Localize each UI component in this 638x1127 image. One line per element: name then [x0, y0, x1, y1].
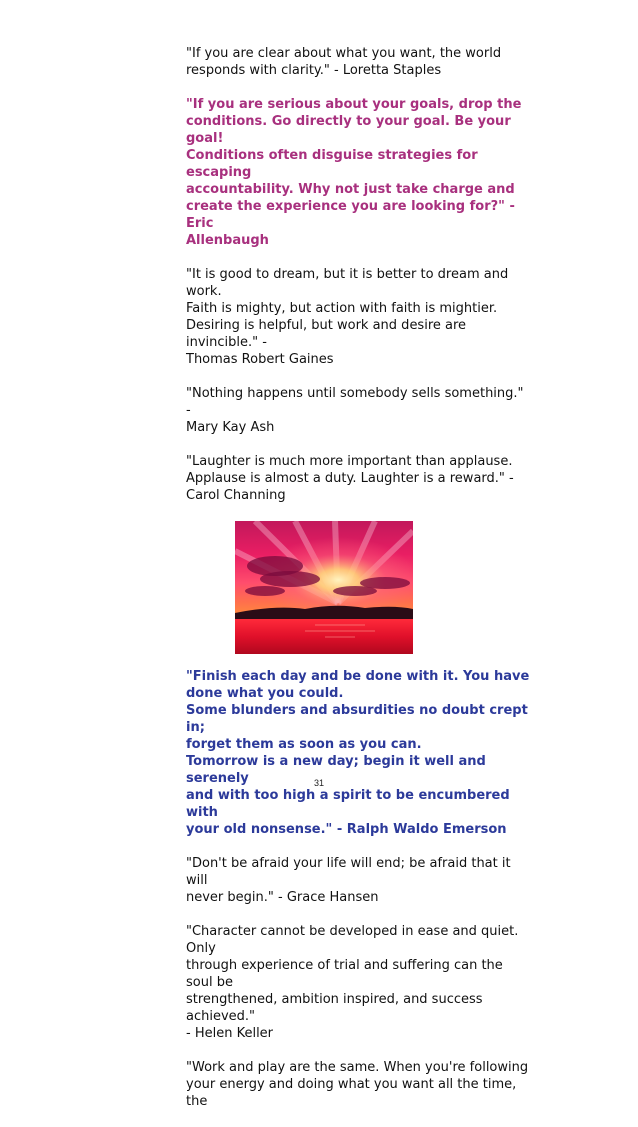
quote-line: "If you are serious about your goals, drop the: [186, 97, 522, 112]
quote-line: Faith is mighty, but action with faith is mightier.: [186, 301, 498, 316]
quote-line: "Nothing happens until somebody sells something." -: [186, 386, 524, 418]
quote-line: "Don't be afraid your life will end; be afraid that it will: [186, 856, 511, 888]
quote-line: Carol Channing: [186, 488, 286, 503]
quote-line: accountability. Why not just take charge and: [186, 182, 515, 197]
quote-line: Applause is almost a duty. Laughter is a reward." -: [186, 471, 514, 486]
quote-paragraph: [186, 855, 531, 906]
quote-line: done what you could.: [186, 686, 344, 701]
quote-line: responds with clarity." - Loretta Staples: [186, 63, 442, 78]
quote-line: "Character cannot be developed in ease and quiet. Only: [186, 924, 519, 956]
quote-line: through experience of trial and suffering can the soul be: [186, 958, 503, 990]
sunset-image: [235, 521, 413, 654]
quote-paragraph: [186, 923, 531, 1042]
quote-paragraph: [186, 266, 531, 368]
quote-line: "It is good to dream, but it is better to dream and work.: [186, 267, 509, 299]
quote-paragraph: [186, 385, 531, 436]
quote-line: your old nonsense." - Ralph Waldo Emerson: [186, 822, 507, 837]
quote-paragraph: [186, 96, 531, 249]
quotes-section-bottom: [186, 668, 531, 1110]
quote-line: strengthened, ambition inspired, and success achieved.": [186, 992, 483, 1024]
quote-line: - Helen Keller: [186, 1026, 274, 1041]
quote-line: "Work and play are the same. When you're following: [186, 1060, 529, 1075]
quote-line: Desiring is helpful, but work and desire are invincible." -: [186, 318, 467, 350]
quote-line: "Finish each day and be done with it. You have: [186, 669, 530, 684]
quote-line: Conditions often disguise strategies for escaping: [186, 148, 478, 180]
quote-line: your energy and doing what you want all the time, the: [186, 1077, 517, 1109]
quote-line: "Laughter is much more important than applause.: [186, 454, 513, 469]
quote-paragraph: [186, 668, 531, 838]
quote-line: "If you are clear about what you want, the world: [186, 46, 502, 61]
quote-line: Allenbaugh: [186, 233, 269, 248]
quote-line: Thomas Robert Gaines: [186, 352, 334, 367]
quote-line: and with too high a spirit to be encumbered with: [186, 788, 510, 820]
quote-line: Mary Kay Ash: [186, 420, 275, 435]
sunset-photo-icon: [235, 521, 413, 654]
quote-line: create the experience you are looking for?" - Eric: [186, 199, 515, 231]
quote-line: Tomorrow is a new day; begin it well and serenely: [186, 754, 486, 786]
page-number: 31: [313, 778, 324, 788]
quotes-section-top: [186, 45, 531, 504]
quote-paragraph: [186, 453, 531, 504]
quote-line: Some blunders and absurdities no doubt crept in;: [186, 703, 528, 735]
quote-line: forget them as soon as you can.: [186, 737, 422, 752]
quote-paragraph: [186, 45, 531, 79]
quote-line: never begin." - Grace Hansen: [186, 890, 379, 905]
page-content: [186, 45, 531, 1127]
quote-line: conditions. Go directly to your goal. Be your goal!: [186, 114, 511, 146]
quote-paragraph: [186, 1059, 531, 1110]
